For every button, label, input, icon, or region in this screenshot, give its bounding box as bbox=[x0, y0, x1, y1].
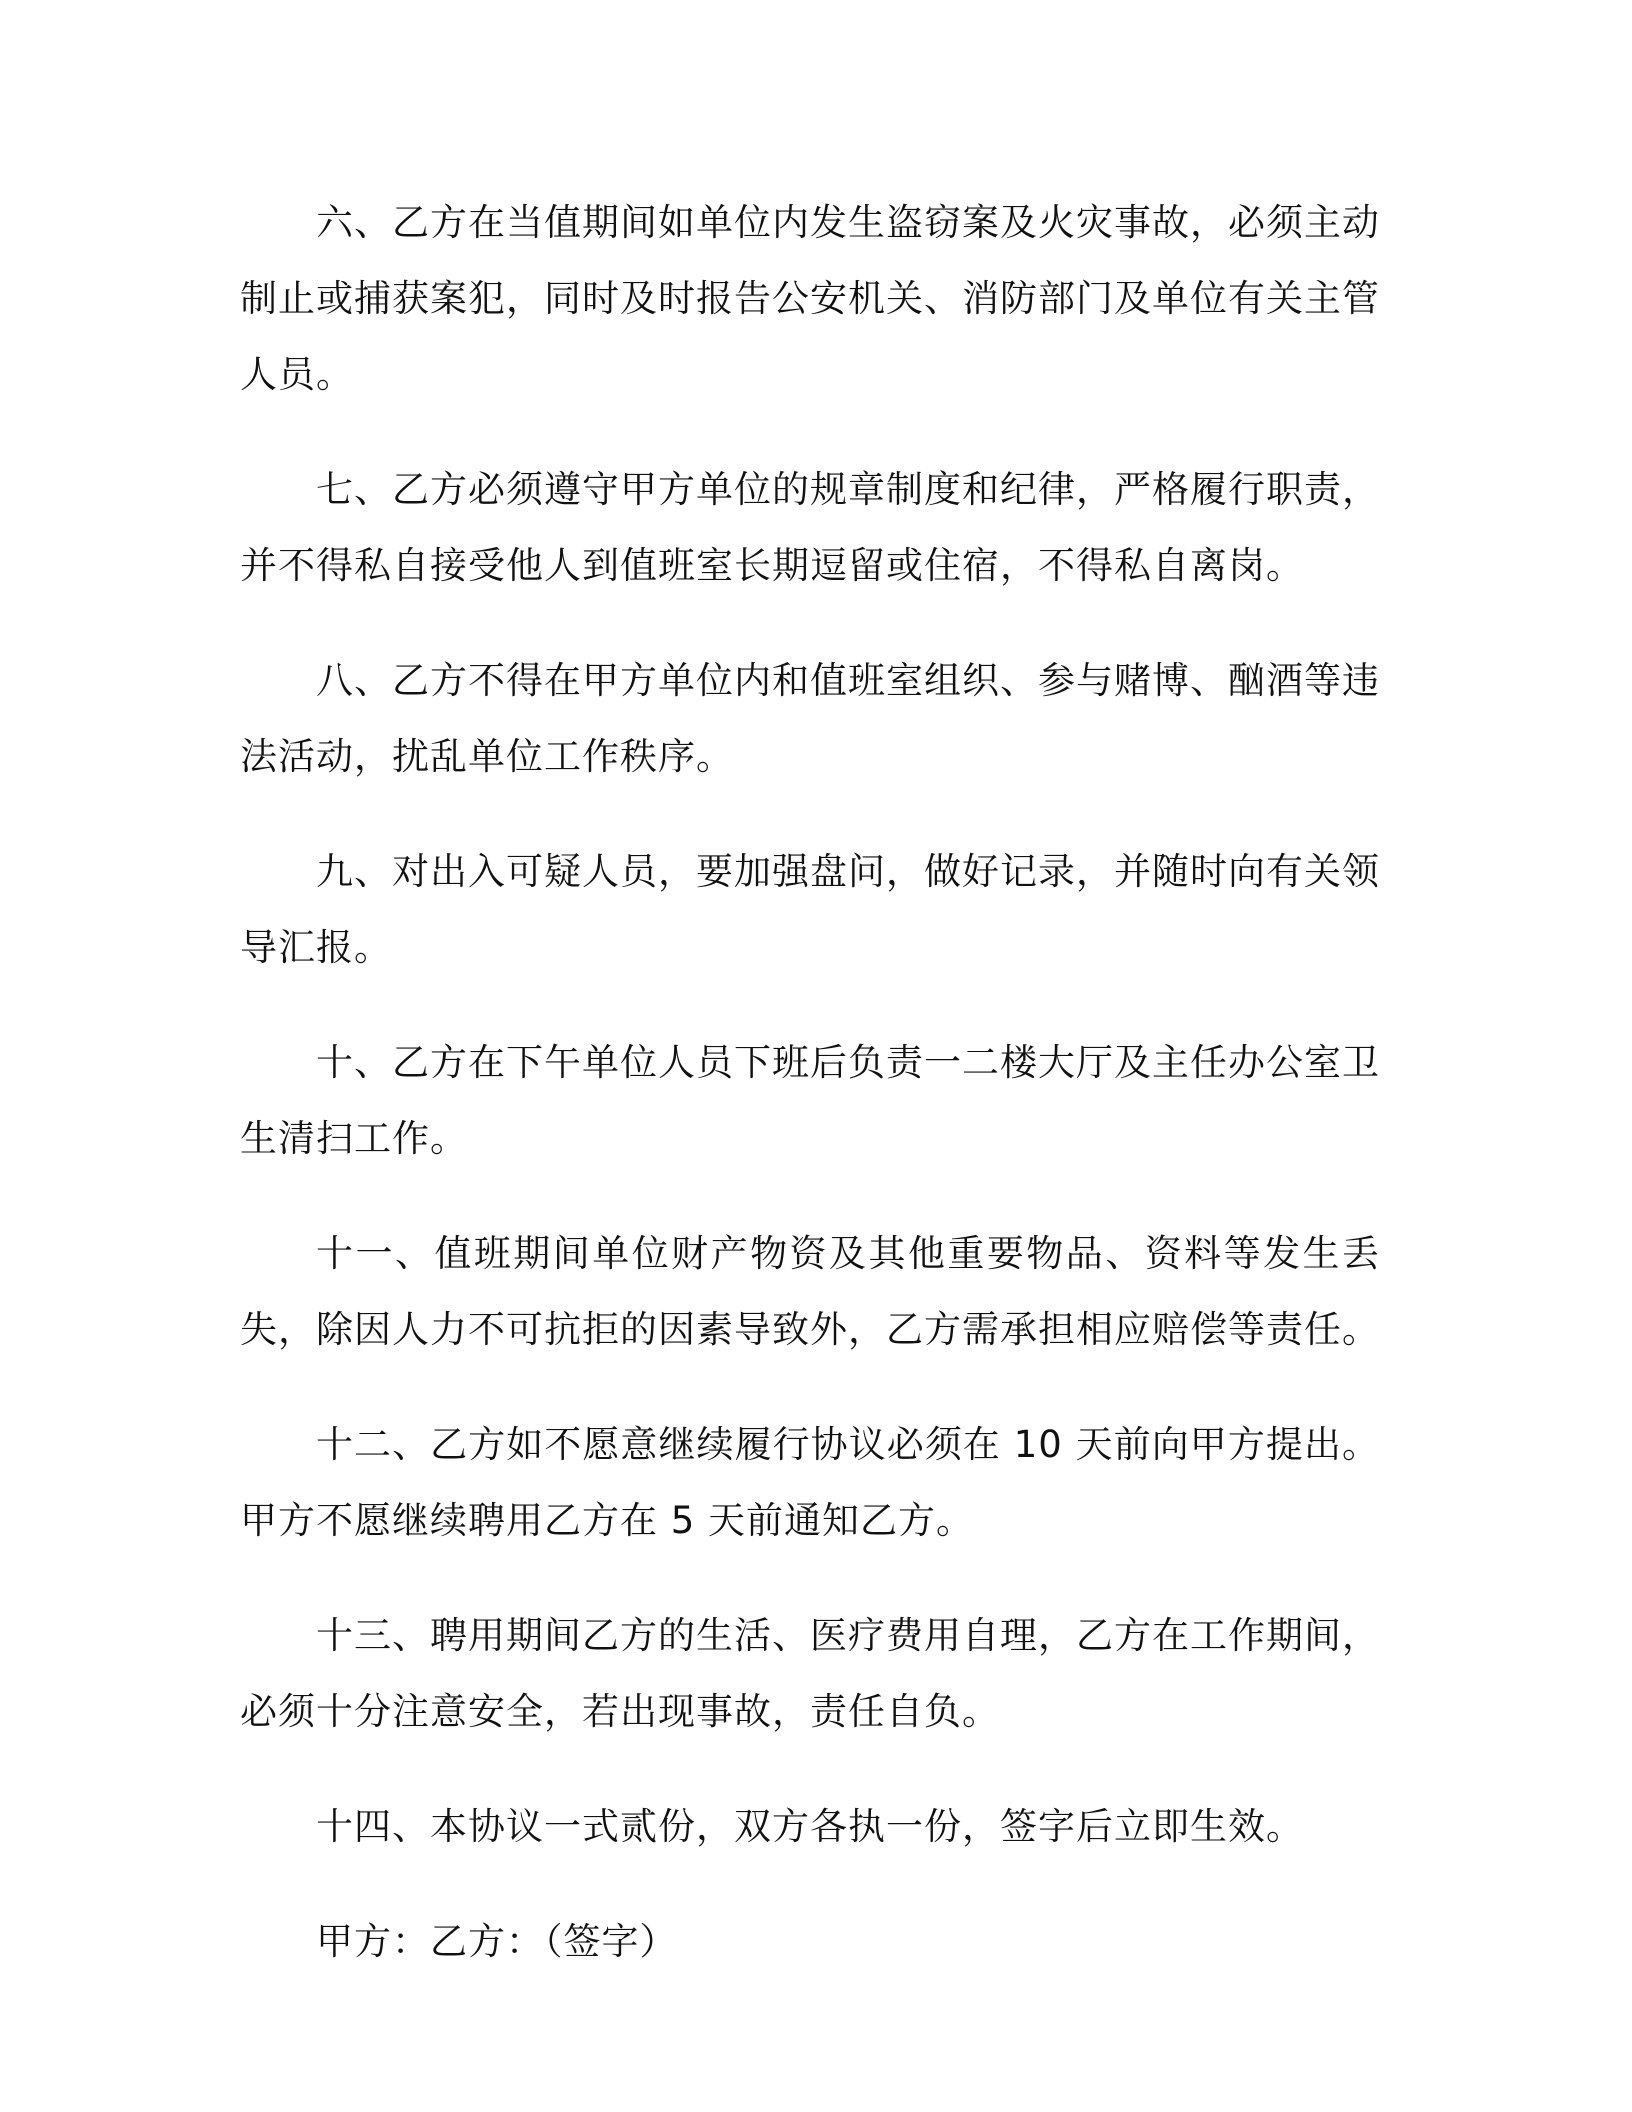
clause-6: 六、乙方在当值期间如单位内发生盗窃案及火灾事故，必须主动制止或捕获案犯，同时及时报告公安机关、消防部门及单位有关主管人员。 bbox=[240, 201, 1380, 396]
clause-13: 十三、聘用期间乙方的生活、医疗费用自理，乙方在工作期间，必须十分注意安全，若出现事故，责任自负。 bbox=[240, 1614, 1380, 1733]
clause-14: 十四、本协议一式贰份，双方各执一份，签字后立即生效。 bbox=[316, 1805, 1304, 1848]
clause-11: 十一、值班期间单位财产物资及其他重要物品、资料等发生丢失，除因人力不可抗拒的因素导致外，乙方需承担相应赔偿等责任。 bbox=[240, 1232, 1380, 1351]
signature-line: 甲方：乙方：（签字） bbox=[316, 1920, 678, 1963]
clause-10: 十、乙方在下午单位人员下班后负责一二楼大厅及主任办公室卫生清扫工作。 bbox=[240, 1041, 1380, 1160]
clause-8: 八、乙方不得在甲方单位内和值班室组织、参与赌博、酗酒等违法活动，扰乱单位工作秩序。 bbox=[240, 659, 1380, 778]
clause-7: 七、乙方必须遵守甲方单位的规章制度和纪律，严格履行职责，并不得私自接受他人到值班室长期逗留或住宿，不得私自离岗。 bbox=[240, 468, 1380, 587]
document-body bbox=[240, 185, 1380, 1980]
clause-9: 九、对出入可疑人员，要加强盘问，做好记录，并随时向有关领导汇报。 bbox=[240, 850, 1380, 969]
clause-12: 十二、乙方如不愿意继续履行协议必须在 10 天前向甲方提出。甲方不愿继续聘用乙方在 5 天前通知乙方。 bbox=[240, 1423, 1380, 1542]
